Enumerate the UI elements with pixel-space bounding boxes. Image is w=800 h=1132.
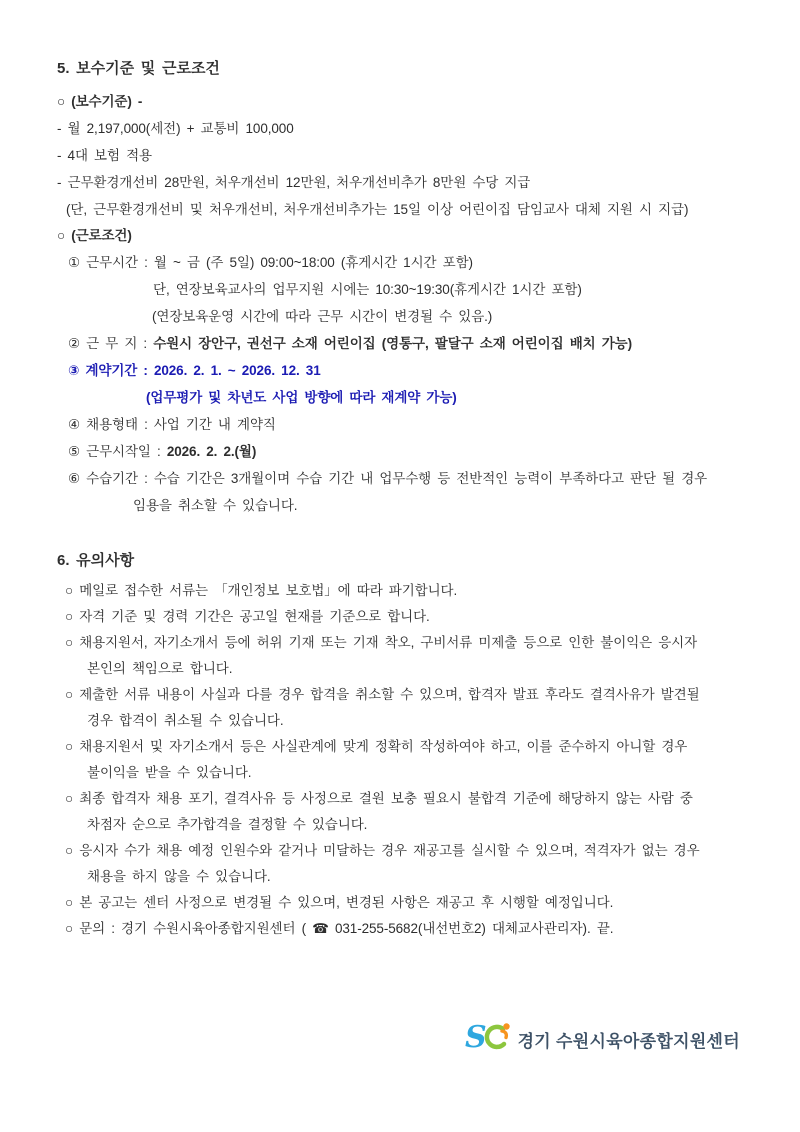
- work-conditions-heading: ○ (근로조건): [57, 228, 132, 244]
- section6-title: 6. 유의사항: [57, 552, 135, 570]
- notice-item-cont: 본인의 책임으로 합니다.: [87, 661, 233, 677]
- svg-text:S: S: [464, 1020, 487, 1053]
- work-location-line: [57, 331, 762, 358]
- work-hours-extended-line: 단, 연장보육교사의 업무지원 시에는 10:30~19:30(휴게시간 1시간 포함): [153, 282, 582, 298]
- notice-item: ○ 채용지원서, 자기소개서 등에 허위 기재 또는 기재 착오, 구비서류 미제출 등으로 인한 불이익은 응시자: [65, 635, 698, 651]
- section5-title: 5. 보수기준 및 근로조건: [57, 60, 220, 77]
- pay-allowance-note: (단, 근무환경개선비 및 처우개선비, 처우개선비추가는 15일 이상 어린이집 담임교사 대체 지원 시 지급): [66, 201, 689, 217]
- notice-item-cont: 경우 합격이 취소될 수 있습니다.: [87, 713, 284, 729]
- pay-monthly-line: - 월 2,197,000(세전) + 교통비 100,000: [57, 120, 294, 136]
- work-hours-change-note: (연장보육운영 시간에 따라 근무 시간이 변경될 수 있음.): [152, 309, 493, 325]
- contract-renewal-note: (업무평가 및 차년도 사업 방향에 따라 재계약 가능): [146, 389, 457, 405]
- notice-item: ○ 제출한 서류 내용이 사실과 다를 경우 합격을 취소할 수 있으며, 합격자 발표 후라도 결격사유가 발견될: [65, 687, 700, 703]
- employment-type-line: ④ 채용형태 : 사업 기간 내 계약직: [68, 416, 276, 432]
- probation-line: ⑥ 수습기간 : 수습 기간은 3개월이며 수습 기간 내 업무수행 등 전반적인 능력이 부족하다고 판단 될 경우: [68, 470, 708, 486]
- notice-item: ○ 메일로 접수한 서류는 「개인정보 보호법」에 따라 파기합니다.: [65, 583, 458, 599]
- start-date-label: ⑤ 근무시작일 :: [68, 443, 167, 459]
- work-location-label: ② 근 무 지 :: [68, 336, 154, 352]
- pay-insurance-line: - 4대 보험 적용: [57, 147, 152, 163]
- center-name: 경기 수원시육아종합지원센터: [517, 1031, 740, 1051]
- start-date-line: [57, 439, 762, 466]
- center-logo: [465, 1020, 740, 1058]
- notice-item: ○ 채용지원서 및 자기소개서 등은 사실관계에 맞게 정확히 작성하여야 하고, 이를 준수하지 아니할 경우: [65, 739, 688, 755]
- notice-item-cont: 채용을 하지 않을 수 있습니다.: [87, 869, 271, 885]
- pay-allowance-line: - 근무환경개선비 28만원, 처우개선비 12만원, 처우개선비추가 8만원 수당 지급: [57, 174, 531, 190]
- work-location-value: 수원시 장안구, 권선구 소재 어린이집 (영통구, 팔달구 소재 어린이집 배치 가능): [153, 336, 633, 352]
- notice-contact-item: ○ 문의 : 경기 수원시육아종합지원센터 ( ☎ 031-255-5682(내선번호2) 대체교사관리자). 끝.: [65, 921, 614, 937]
- notice-item: ○ 자격 기준 및 경력 기간은 공고일 현재를 기준으로 합니다.: [65, 609, 430, 625]
- center-logo-icon: [465, 1020, 511, 1058]
- notice-item-cont: 불이익을 받을 수 있습니다.: [87, 765, 252, 781]
- document-content: [57, 56, 762, 942]
- notice-item-cont: 차점자 순으로 추가합격을 결정할 수 있습니다.: [87, 817, 368, 833]
- start-date-value: 2026. 2. 2.(월): [166, 443, 257, 459]
- contract-period-line: ③ 계약기간 : 2026. 2. 1. ~ 2026. 12. 31: [68, 362, 321, 378]
- work-hours-line: ① 근무시간 : 월 ~ 금 (주 5일) 09:00~18:00 (휴게시간 1시간 포함): [68, 255, 473, 271]
- notice-item: ○ 응시자 수가 채용 예정 인원수와 같거나 미달하는 경우 재공고를 실시할 수 있으며, 적격자가 없는 경우: [65, 843, 700, 859]
- probation-line-cont: 임용을 취소할 수 있습니다.: [133, 497, 298, 513]
- notice-item: ○ 최종 합격자 채용 포기, 결격사유 등 사정으로 결원 보충 필요시 불합격 기준에 해당하지 않는 사람 중: [65, 791, 693, 807]
- notice-item: ○ 본 공고는 센터 사정으로 변경될 수 있으며, 변경된 사항은 재공고 후 시행할 예정입니다.: [65, 895, 614, 911]
- pay-criteria-heading: ○ (보수기준) -: [57, 93, 143, 109]
